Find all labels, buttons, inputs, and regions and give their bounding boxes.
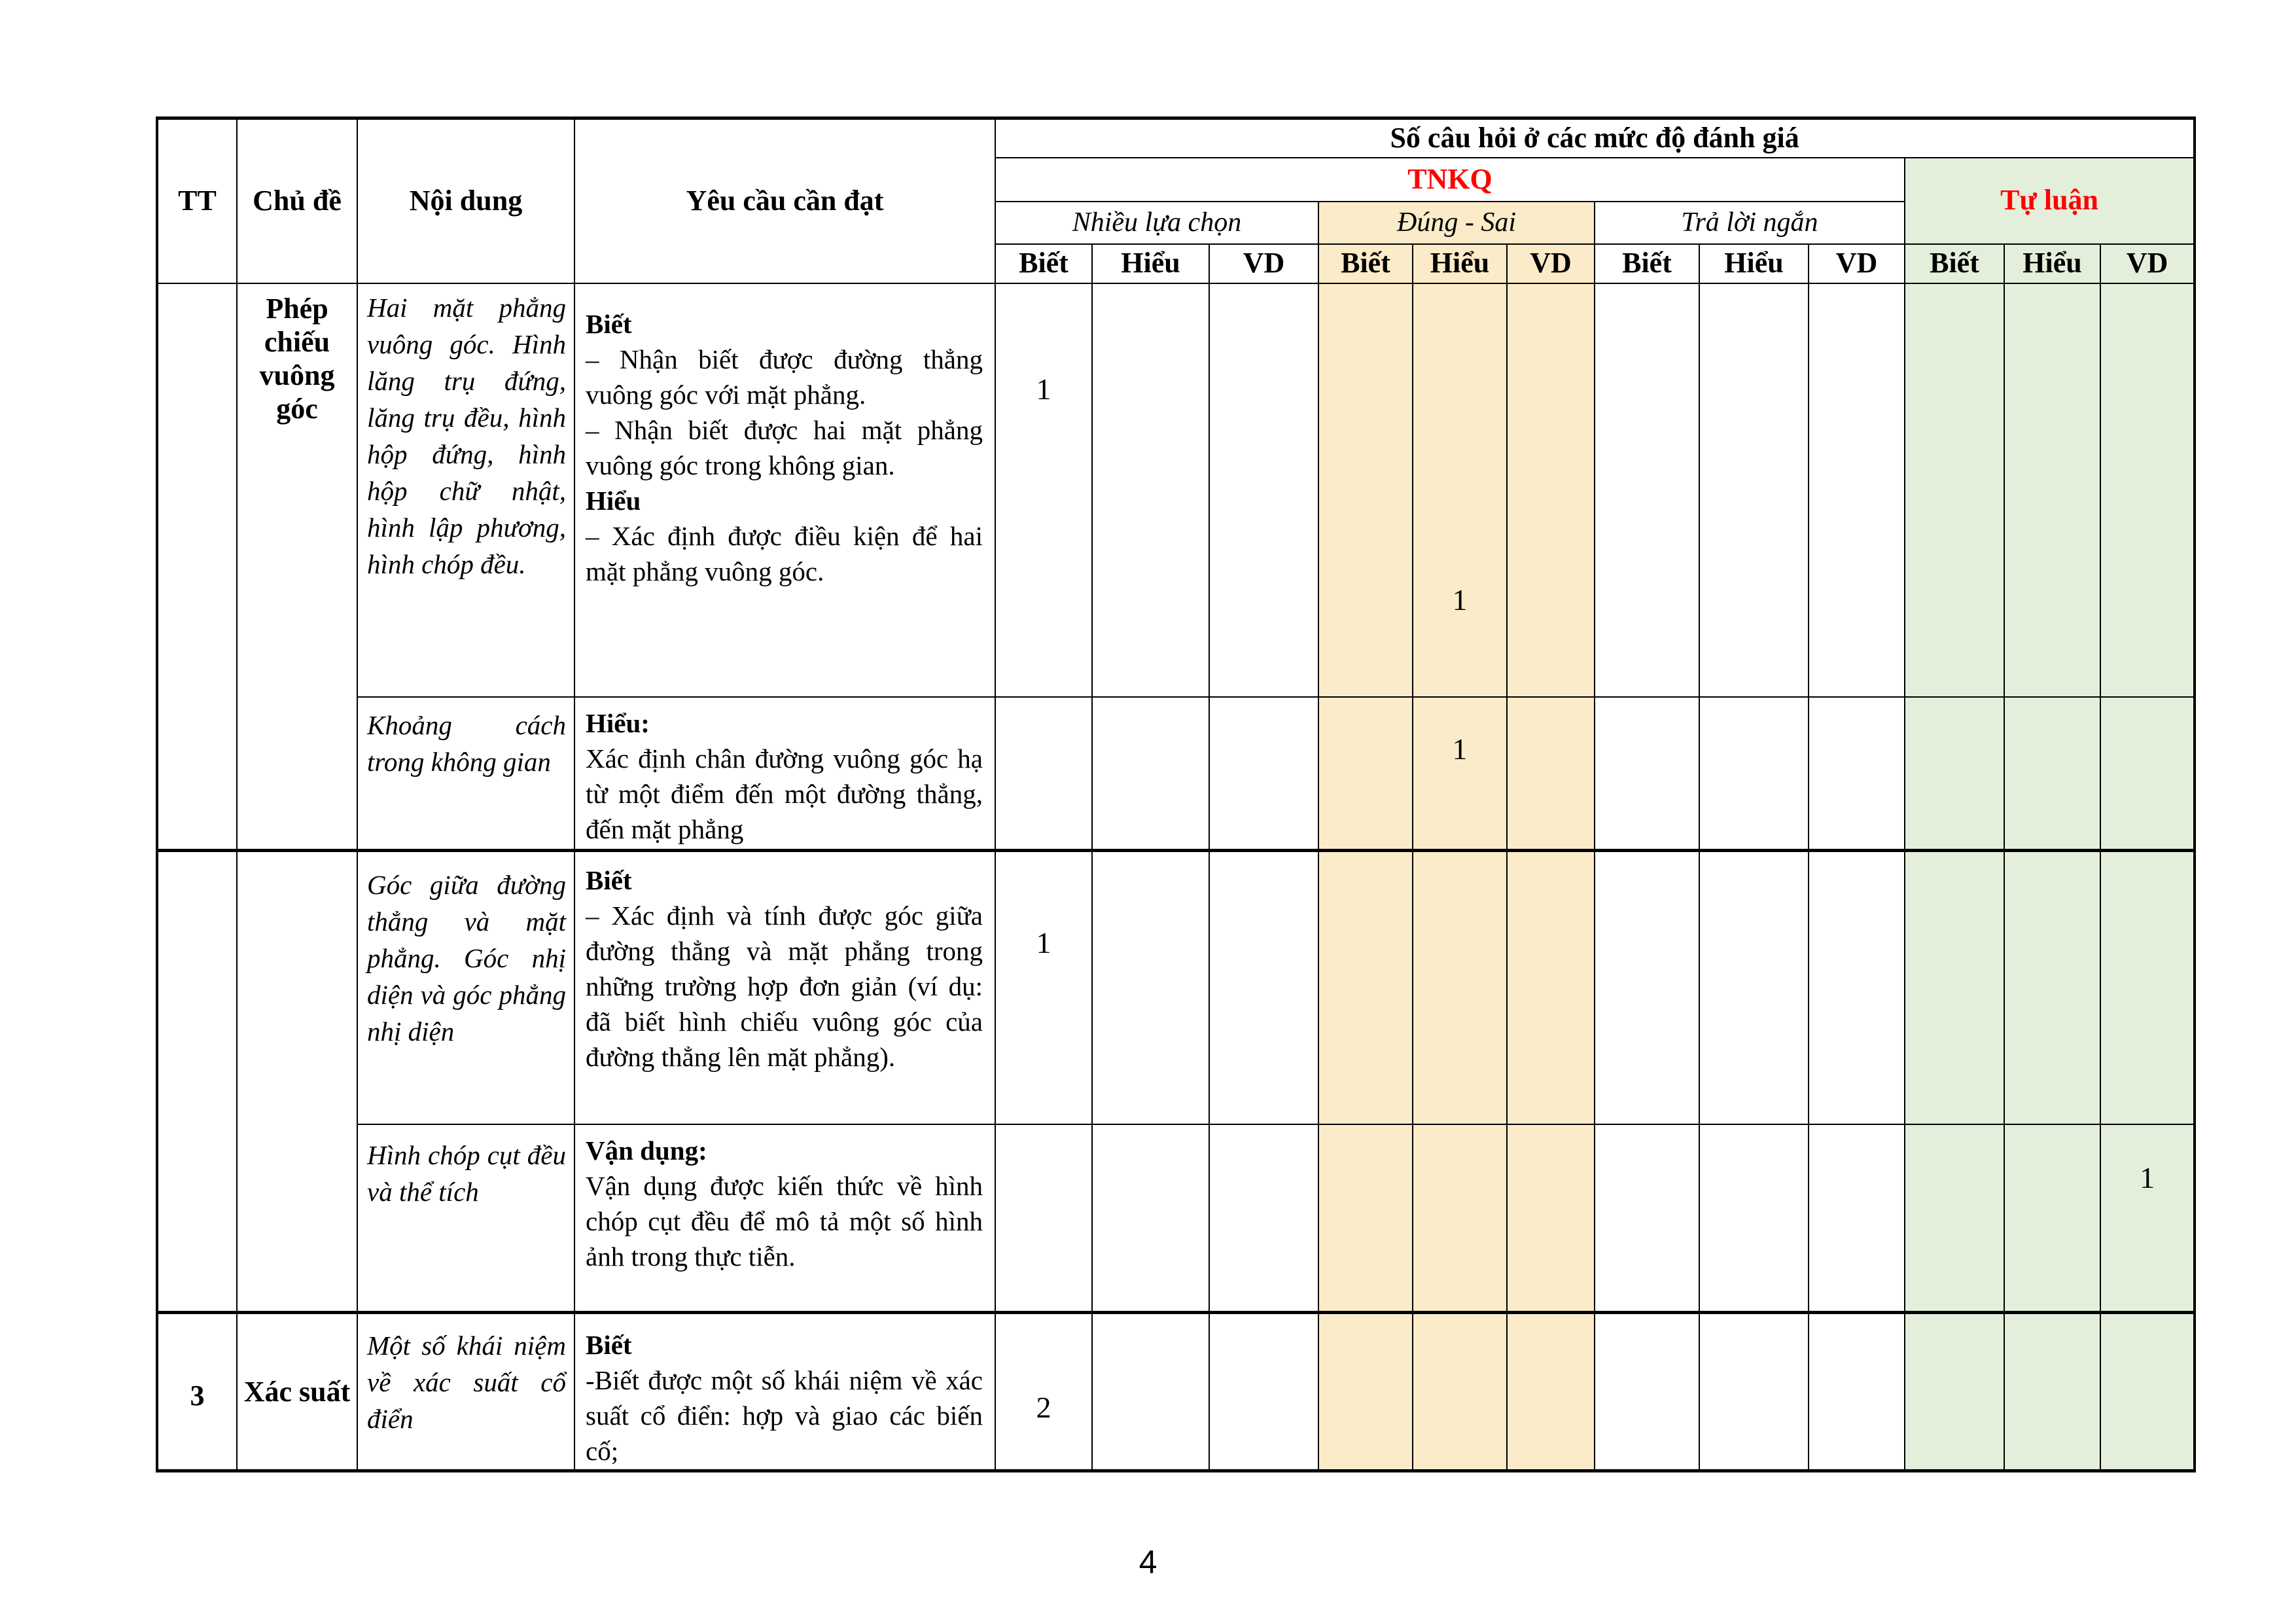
page-number: 4 [1139, 1544, 1157, 1580]
req-level-label: Hiểu [586, 485, 641, 516]
req-line: – Nhận biết được hai mặt phẳng vuông góc trong không gian. [586, 414, 983, 480]
count-ds-hieu: 1 [1413, 283, 1507, 697]
cell-yeu-cau [574, 697, 995, 851]
count-tl-vd [2100, 851, 2195, 1124]
chu-de-text: Phép chiếu vuông góc [259, 292, 335, 425]
count-nlc-vd [1209, 851, 1318, 1124]
count-nlc-hieu [1092, 1313, 1209, 1471]
cell-tt [157, 851, 237, 1313]
level-header-tl-vd: VD [2100, 244, 2195, 283]
count-tl-hieu [2004, 1124, 2100, 1313]
count-ds-hieu: 1 [1413, 697, 1507, 851]
count-tln-vd [1809, 283, 1905, 697]
count-ds-hieu [1413, 1124, 1507, 1313]
group-header-tu-luan: Tự luận [1905, 158, 2195, 244]
count-tl-biet [1905, 1124, 2004, 1313]
count-tln-hieu [1699, 283, 1809, 697]
cell-noi-dung [357, 283, 574, 697]
count-tl-vd [2100, 283, 2195, 697]
count-tl-biet [1905, 1313, 2004, 1471]
cell-noi-dung [357, 851, 574, 1124]
count-nlc-vd [1209, 1313, 1318, 1471]
cell-noi-dung [357, 1124, 574, 1313]
chu-de-text [238, 852, 357, 860]
level-header-ds-biet: Biết [1318, 244, 1413, 283]
count-tl-vd [2100, 697, 2195, 851]
count-tln-biet [1595, 1124, 1699, 1313]
assessment-matrix [156, 116, 2196, 1472]
group-header-tra-loi-ngan: Trả lời ngắn [1595, 202, 1905, 244]
cell-chu-de [237, 851, 357, 1313]
level-header-tln-hieu: Hiểu [1699, 244, 1809, 283]
req-line: Vận dụng được kiến thức về hình chóp cụt đều để mô tả một số hình ảnh trong thực tiễn. [586, 1170, 983, 1272]
count-tln-hieu [1699, 1124, 1809, 1313]
count-tl-hieu [2004, 697, 2100, 851]
count-nlc-biet: 1 [995, 283, 1092, 697]
col-header-noi-dung: Nội dung [357, 118, 574, 283]
level-header-ds-vd: VD [1507, 244, 1595, 283]
level-header-nlc-biet: Biết [995, 244, 1092, 283]
count-tln-vd [1809, 697, 1905, 851]
count-tl-hieu [2004, 851, 2100, 1124]
yeu-cau-text [575, 284, 995, 694]
count-nlc-vd [1209, 1124, 1318, 1313]
req-line: – Nhận biết được đường thẳng vuông góc với mặt phẳng. [586, 344, 983, 410]
req-line: -Biết được một số khái niệm về xác suất cổ điển: hợp và giao các biến cố; [586, 1365, 983, 1466]
count-nlc-hieu [1092, 851, 1209, 1124]
col-header-yeu-cau: Yêu cầu cần đạt [574, 118, 995, 283]
cell-noi-dung [357, 697, 574, 851]
count-ds-vd [1507, 851, 1595, 1124]
count-tln-hieu [1699, 1313, 1809, 1471]
noi-dung-text: Góc giữa đường thẳng và mặt phẳng. Góc nhị diện và góc phẳng nhị diện [367, 870, 566, 1046]
cell-noi-dung [357, 1313, 574, 1471]
col-header-tt: TT [157, 118, 237, 283]
cell-chu-de [237, 1313, 357, 1471]
col-header-so-cau-hoi: Số câu hỏi ở các mức độ đánh giá [995, 118, 2195, 158]
noi-dung-text: Một số khái niệm về xác suất cổ điển [367, 1330, 566, 1434]
level-header-tln-vd: VD [1809, 244, 1905, 283]
count-ds-vd [1507, 1313, 1595, 1471]
count-nlc-biet [995, 697, 1092, 851]
count-tln-hieu [1699, 697, 1809, 851]
level-header-ds-hieu: Hiểu [1413, 244, 1507, 283]
count-tl-biet [1905, 697, 2004, 851]
count-ds-biet [1318, 1313, 1413, 1471]
req-level-label: Biết [586, 865, 632, 895]
count-ds-biet [1318, 851, 1413, 1124]
noi-dung-text: Hai mặt phẳng vuông góc. Hình lăng trụ đứng, lăng trụ đều, hình hộp đứng, hình hộp chữ nhật, hình lập phương, hình chóp đều. [367, 292, 566, 579]
req-level-label: Biết [586, 1330, 632, 1360]
req-line: Xác định chân đường vuông góc hạ từ một điểm đến một đường thẳng, đến mặt phẳng [586, 743, 983, 844]
count-nlc-biet [995, 1124, 1092, 1313]
count-ds-hieu [1413, 851, 1507, 1124]
level-header-tl-hieu: Hiểu [2004, 244, 2100, 283]
yeu-cau-text [575, 1314, 995, 1466]
req-line: – Xác định được điều kiện để hai mặt phẳng vuông góc. [586, 520, 983, 586]
noi-dung-text: Khoảng cách trong không gian [367, 709, 566, 777]
count-tl-biet [1905, 283, 2004, 697]
count-ds-vd [1507, 283, 1595, 697]
count-nlc-hieu [1092, 283, 1209, 697]
level-header-nlc-vd: VD [1209, 244, 1318, 283]
count-ds-vd [1507, 697, 1595, 851]
cell-yeu-cau [574, 851, 995, 1124]
count-nlc-vd [1209, 283, 1318, 697]
count-tln-biet [1595, 697, 1699, 851]
count-tln-vd [1809, 851, 1905, 1124]
count-nlc-hieu [1092, 697, 1209, 851]
count-ds-biet [1318, 1124, 1413, 1313]
count-tln-biet [1595, 283, 1699, 697]
cell-yeu-cau [574, 1313, 995, 1471]
chu-de-text: Xác suất [243, 1376, 351, 1408]
count-nlc-vd [1209, 697, 1318, 851]
count-tl-vd [2100, 1313, 2195, 1471]
count-ds-biet [1318, 283, 1413, 697]
req-level-label: Hiểu: [586, 707, 650, 738]
count-tl-biet [1905, 851, 2004, 1124]
count-tl-hieu [2004, 1313, 2100, 1471]
count-nlc-hieu [1092, 1124, 1209, 1313]
req-level-label: Vận dụng: [586, 1135, 707, 1166]
level-header-nlc-hieu: Hiểu [1092, 244, 1209, 283]
yeu-cau-text [575, 698, 995, 847]
group-header-tnkq: TNKQ [995, 158, 1905, 202]
cell-tt [157, 283, 237, 851]
count-tln-vd [1809, 1124, 1905, 1313]
group-header-dung-sai: Đúng - Sai [1318, 202, 1595, 244]
count-tl-hieu [2004, 283, 2100, 697]
yeu-cau-text [575, 1125, 995, 1310]
col-header-chu-de: Chủ đề [237, 118, 357, 283]
cell-chu-de [237, 283, 357, 851]
noi-dung-text: Hình chóp cụt đều và thể tích [367, 1139, 566, 1207]
group-header-nhieu-lua-chon: Nhiều lựa chọn [995, 202, 1318, 244]
count-tln-vd [1809, 1313, 1905, 1471]
cell-yeu-cau [574, 1124, 995, 1313]
req-level-label: Biết [586, 308, 632, 339]
yeu-cau-text [575, 852, 995, 1122]
count-nlc-biet: 1 [995, 851, 1092, 1124]
level-header-tln-biet: Biết [1595, 244, 1699, 283]
count-tln-hieu [1699, 851, 1809, 1124]
count-ds-vd [1507, 1124, 1595, 1313]
cell-tt: 3 [157, 1313, 237, 1471]
cell-yeu-cau [574, 283, 995, 697]
count-ds-hieu [1413, 1313, 1507, 1471]
count-ds-biet [1318, 697, 1413, 851]
count-nlc-biet: 2 [995, 1313, 1092, 1471]
level-header-tl-biet: Biết [1905, 244, 2004, 283]
count-tln-biet [1595, 851, 1699, 1124]
req-line: – Xác định và tính được góc giữa đường thẳng và mặt phẳng trong những trường hợp đơn giản (ví dụ: đã biết hình chiếu vuông góc của đường thẳng lên mặt phẳng). [586, 901, 983, 1072]
count-tl-vd: 1 [2100, 1124, 2195, 1313]
assessment-matrix-table [156, 116, 2196, 1472]
count-tln-biet [1595, 1313, 1699, 1471]
